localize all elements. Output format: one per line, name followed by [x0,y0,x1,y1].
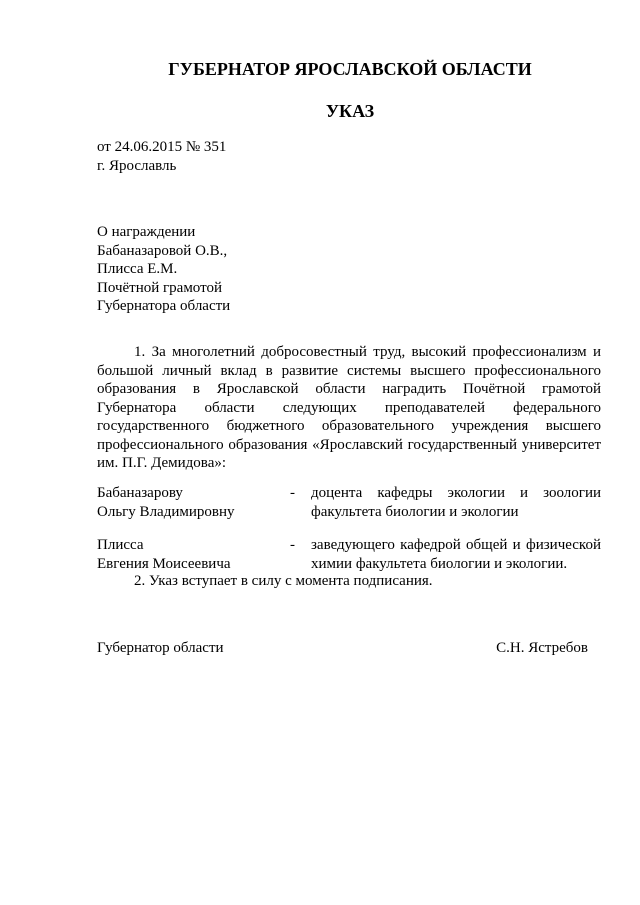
recipient-given-names: Евгения Моисеевича [97,555,231,572]
subject-line: Почётной грамотой [97,279,222,296]
recipient-position: доцента кафедры экологии и зоологии факультета биологии и экологии [311,485,601,520]
date-number: от 24.06.2015 № 351 [97,139,227,155]
paragraph-2: 2. Указ вступает в силу с момента подписания. [134,573,433,589]
signatory-name: С.Н. Ястребов [496,640,588,656]
subject-line: Бабаназаровой О.В., [97,242,228,259]
city: г. Ярославль [97,158,177,174]
subject-line: Плисса Е.М. [97,261,178,277]
subject-line: О награждении [97,224,196,240]
recipient-dash: - [290,537,295,553]
subject-block [97,223,230,316]
recipient-name [97,536,287,573]
issuer-heading: ГУБЕРНАТОР ЯРОСЛАВСКОЙ ОБЛАСТИ [168,59,532,79]
recipient-name [97,484,287,521]
recipient-position: заведующего кафедрой общей и физической химии факультета биологии и экологии. [311,537,601,572]
recipient-surname: Плисса [97,537,144,553]
recipient-dash: - [290,485,295,501]
signatory-role: Губернатор области [97,640,224,656]
document-meta [97,138,226,176]
document-type-heading: УКАЗ [325,101,375,121]
subject-line: Губернатора области [97,298,231,314]
recipient-given-names: Ольгу Владимировну [97,503,235,520]
recipient-surname: Бабаназарову [97,485,183,501]
paragraph-1: 1. За многолетний добросовестный труд, высокий профессионализм и большой личный вклад в развитие системы высшего профессионального образования в Ярославской области наградить Почётной грамотой Губернатора области следующих преподавателей федерального государственного бюджетного образовательного учреждения высшего профессионального образования «Ярославский государственный университет им. П.Г. Демидова»: [97,344,601,471]
